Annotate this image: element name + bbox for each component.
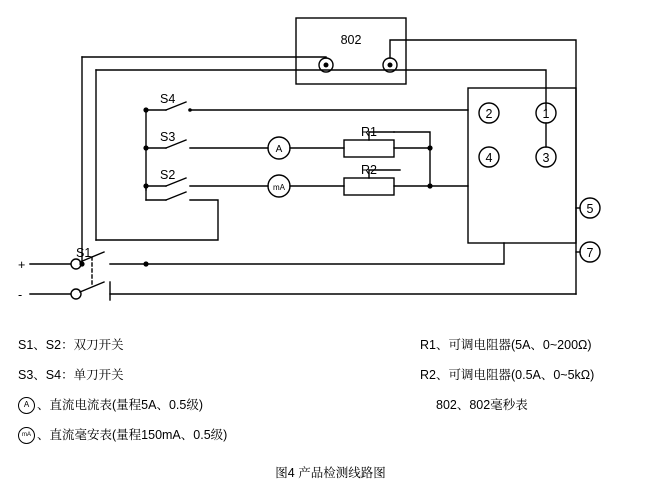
wire-r1-right bbox=[394, 148, 430, 185]
resistor-r2 bbox=[344, 178, 394, 195]
legend-item bbox=[420, 330, 660, 360]
milliammeter-icon: mA bbox=[18, 427, 35, 444]
node-s4-right bbox=[188, 108, 192, 112]
legend bbox=[0, 330, 661, 450]
label-r1: R1 bbox=[361, 125, 377, 139]
node-r1-right bbox=[427, 145, 432, 150]
label-terminal-4: 4 bbox=[485, 151, 493, 165]
label-s1: S1 bbox=[76, 246, 92, 260]
wire-s2-bottom-return bbox=[96, 200, 218, 240]
legend-left-text-2: 、直流电流表(量程5A、0.5级) bbox=[37, 398, 203, 412]
wire-top-to-802-left bbox=[82, 57, 326, 58]
wire-s1-to-device-bottom bbox=[146, 243, 504, 264]
label-terminal-2: 2 bbox=[485, 107, 493, 121]
legend-item bbox=[420, 360, 660, 390]
terminal-802-left-dot bbox=[324, 63, 329, 68]
legend-left-column bbox=[18, 330, 348, 450]
label-s3: S3 bbox=[160, 130, 176, 144]
legend-item bbox=[18, 390, 348, 420]
label-s4: S4 bbox=[160, 92, 176, 106]
label-negative: - bbox=[18, 288, 23, 302]
wire-r1-tap bbox=[394, 132, 430, 148]
label-terminal-5: 5 bbox=[586, 202, 594, 216]
figure-caption: 图4 产品检测线路图 bbox=[275, 466, 386, 480]
legend-item bbox=[420, 390, 660, 420]
label-terminal-3: 3 bbox=[542, 151, 550, 165]
legend-right-text-1: R2、可调电阻器(0.5A、0~5kΩ) bbox=[420, 368, 595, 382]
label-r2: R2 bbox=[361, 163, 377, 177]
label-terminal-7: 7 bbox=[586, 246, 594, 260]
node-left-bus-s1 bbox=[79, 261, 84, 266]
terminal-s1-minus bbox=[71, 289, 81, 299]
label-ammeter: A bbox=[275, 144, 283, 155]
label-s2: S2 bbox=[160, 168, 176, 182]
legend-left-text-3: 、直流毫安表(量程150mA、0.5级) bbox=[37, 428, 228, 442]
label-milliammeter: mA bbox=[273, 183, 285, 192]
ammeter-icon: A bbox=[18, 397, 35, 414]
legend-left-text-1: S3、S4：单刀开关 bbox=[18, 368, 124, 382]
terminal-802-right-dot bbox=[388, 63, 393, 68]
resistor-r1 bbox=[344, 140, 394, 157]
legend-item bbox=[18, 330, 348, 360]
label-positive: + bbox=[18, 258, 26, 272]
legend-right-text-0: R1、可调电阻器(5A、0~200Ω) bbox=[420, 338, 592, 352]
legend-item bbox=[18, 420, 348, 450]
legend-right-column bbox=[420, 330, 660, 420]
legend-right-text-2: 802、802毫秒表 bbox=[436, 398, 528, 412]
label-terminal-1: 1 bbox=[542, 107, 550, 121]
legend-item bbox=[18, 360, 348, 390]
label-802: 802 bbox=[340, 33, 362, 47]
legend-left-text-0: S1、S2：双刀开关 bbox=[18, 338, 124, 352]
switch-s2-blade-bottom bbox=[166, 192, 186, 200]
